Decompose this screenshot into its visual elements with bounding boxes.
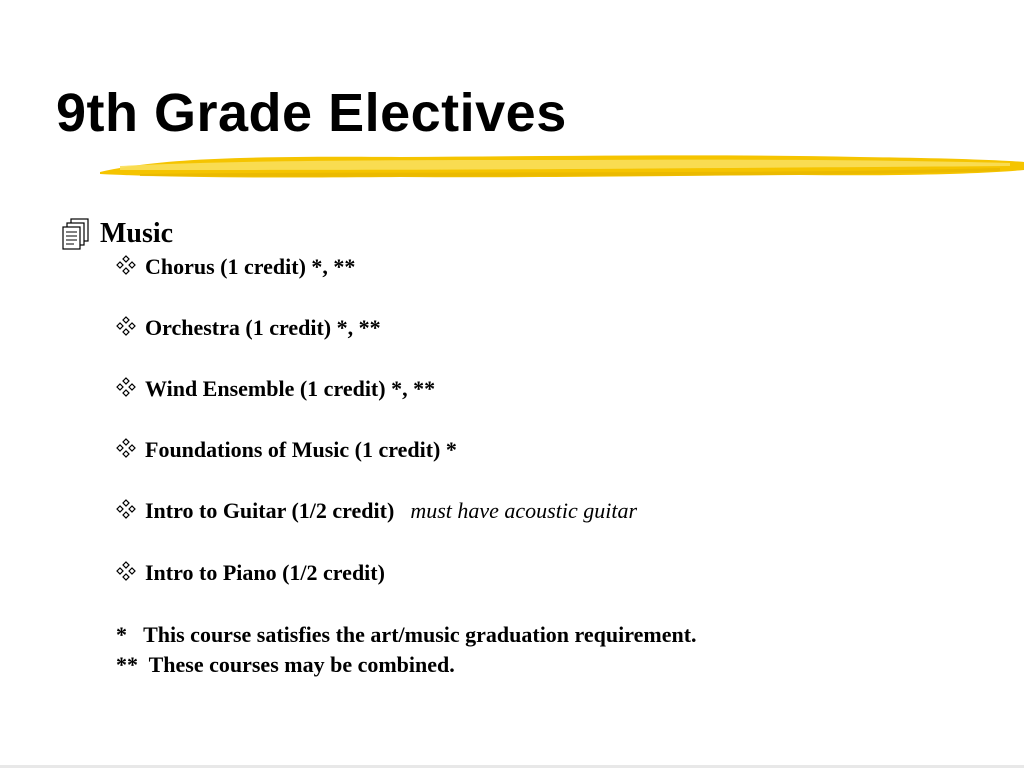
section-heading-music xyxy=(62,218,173,250)
four-diamond-bullet-icon xyxy=(116,377,136,397)
four-diamond-bullet-icon xyxy=(116,561,136,581)
four-diamond-bullet-icon xyxy=(116,316,136,336)
item-label: Foundations of Music (1 credit) * xyxy=(145,437,457,462)
section-label: Music xyxy=(100,218,174,249)
document-stack-icon xyxy=(62,218,90,250)
list-item xyxy=(116,376,435,402)
four-diamond-bullet-icon xyxy=(116,438,136,458)
item-label: Wind Ensemble (1 credit) *, ** xyxy=(145,376,436,401)
footnote-combined-courses: ** These courses may be combined. xyxy=(116,652,455,677)
title-highlight-stroke xyxy=(100,148,1024,190)
footnote-art-music-requirement: * This course satisfies the art/music graduation requirement. xyxy=(116,622,697,647)
item-note: must have acoustic guitar xyxy=(410,498,638,523)
list-item xyxy=(116,560,385,586)
list-item xyxy=(116,498,637,524)
item-label: Chorus (1 credit) *, ** xyxy=(145,254,356,279)
page-title: 9th Grade Electives xyxy=(56,83,567,143)
item-label: Orchestra (1 credit) *, ** xyxy=(145,315,381,340)
item-label: Intro to Piano (1/2 credit) xyxy=(145,560,385,585)
list-item xyxy=(116,254,355,280)
four-diamond-bullet-icon xyxy=(116,255,136,275)
four-diamond-bullet-icon xyxy=(116,499,136,519)
list-item xyxy=(116,437,457,463)
item-label: Intro to Guitar (1/2 credit) xyxy=(145,498,395,523)
list-item xyxy=(116,315,381,341)
